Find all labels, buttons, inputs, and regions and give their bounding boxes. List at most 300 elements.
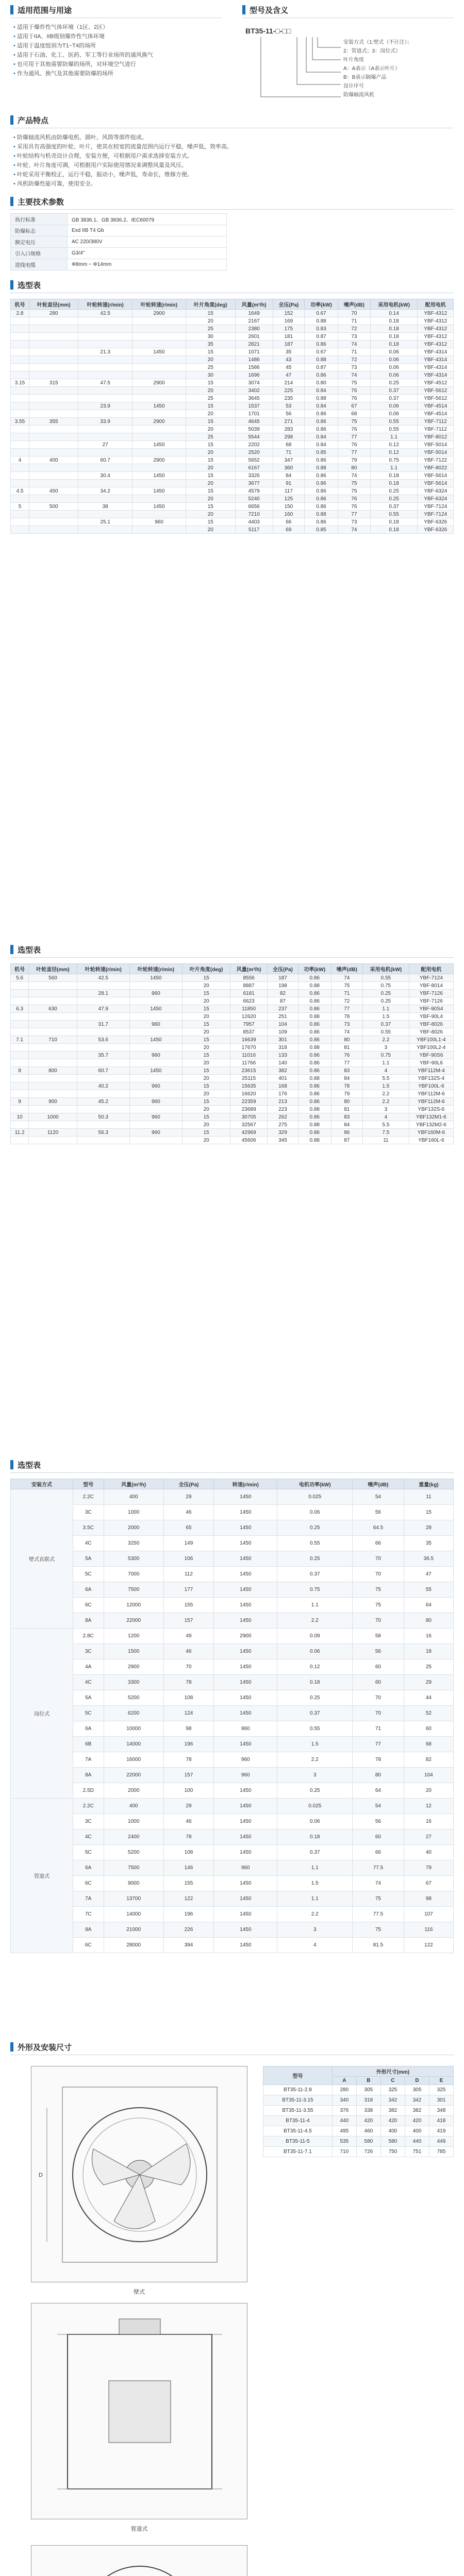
table-row xyxy=(11,356,454,364)
table-cell: 3677 xyxy=(235,480,273,487)
table-cell xyxy=(78,526,132,534)
table-cell: 20 xyxy=(186,526,235,534)
table-cell: 60 xyxy=(353,1675,404,1690)
table-cell: 0.06 xyxy=(277,1644,353,1659)
table-cell: 10000 xyxy=(104,1721,163,1737)
table-cell: 23615 xyxy=(230,1067,268,1075)
table-cell: 8A xyxy=(73,1768,104,1783)
table-cell: 15 xyxy=(182,1005,230,1013)
table-cell xyxy=(11,395,29,402)
table-cell: 22359 xyxy=(230,1098,268,1106)
table-row xyxy=(11,1829,454,1845)
table-cell: 1000 xyxy=(104,1505,163,1520)
table-cell: 6167 xyxy=(235,464,273,472)
table-cell: 0.55 xyxy=(277,1721,353,1737)
table-cell: 30.4 xyxy=(78,472,132,480)
table-cell: 440 xyxy=(405,2137,429,2147)
table-cell: 1696 xyxy=(235,371,273,379)
table-row xyxy=(11,433,454,441)
table-cell xyxy=(132,449,186,456)
table-cell xyxy=(29,1106,77,1113)
dims-title: 外形及安装尺寸 xyxy=(10,2040,72,2054)
column-header: 噪声(dB) xyxy=(353,1479,404,1489)
scope-list xyxy=(13,23,220,78)
table-cell: 16639 xyxy=(230,1036,268,1044)
table-cell: YBF-5612 xyxy=(418,395,454,402)
table-cell: 0.06 xyxy=(370,402,418,410)
table-cell xyxy=(132,410,186,418)
table-cell: 1450 xyxy=(214,1489,277,1505)
table-cell: 15 xyxy=(186,456,235,464)
table-cell: YBF100L2-4 xyxy=(409,1044,453,1052)
column-header: 外形尺寸(mm) xyxy=(332,2066,453,2077)
table-cell: 900 xyxy=(29,1098,77,1106)
table-cell: 75 xyxy=(338,418,370,426)
group-cell: 壁式直联式 xyxy=(11,1489,73,1629)
table-cell: 400 xyxy=(380,2126,405,2137)
column-header: A xyxy=(332,2077,356,2085)
table-cell: 176 xyxy=(267,1090,298,1098)
table-row xyxy=(11,1799,454,1814)
table-cell: 11850 xyxy=(230,1005,268,1013)
table-cell: 580 xyxy=(380,2137,405,2147)
table-cell: 580 xyxy=(356,2137,380,2147)
table-cell xyxy=(132,317,186,325)
table-cell: 78 xyxy=(163,1752,213,1768)
table-cell xyxy=(29,356,78,364)
table-cell: 82 xyxy=(267,990,298,997)
table-cell: 0.37 xyxy=(277,1567,353,1582)
table-cell: 0.06 xyxy=(370,371,418,379)
table-cell: 2520 xyxy=(235,449,273,456)
table-cell: 98 xyxy=(404,1891,453,1907)
table-cell: 15 xyxy=(186,441,235,449)
table-cell: 1450 xyxy=(214,1907,277,1922)
feature-item: • 叶轮采用平衡校正，运行平稳，振动小，噪声低，寿命长，维修方便。 xyxy=(13,170,446,179)
table-row xyxy=(11,1090,454,1098)
table-cell: 0.86 xyxy=(304,487,338,495)
column-header: 叶片角度(deg) xyxy=(182,964,230,974)
table-cell: 2.2 xyxy=(363,1098,409,1106)
spec-value: Exd IIB T4 Gb xyxy=(68,225,227,236)
table-cell: 64.5 xyxy=(353,1520,404,1536)
table-cell: 71 xyxy=(338,317,370,325)
table-row xyxy=(11,379,454,387)
column-header: 风量(m³/h) xyxy=(235,299,273,310)
table-cell: 20 xyxy=(186,449,235,456)
table-cell: 9 xyxy=(11,1098,29,1106)
tech-table xyxy=(10,213,227,270)
table-cell: 31.7 xyxy=(77,1021,129,1028)
table-row xyxy=(11,1052,454,1059)
table-row xyxy=(11,511,454,518)
table-cell: 28000 xyxy=(104,1938,163,1953)
table-cell: 15 xyxy=(186,518,235,526)
table-cell: 20 xyxy=(186,356,235,364)
table-cell: 1.1 xyxy=(277,1891,353,1907)
table-cell: 27 xyxy=(78,441,132,449)
table-cell xyxy=(11,472,29,480)
table-cell: 81.5 xyxy=(353,1938,404,1953)
table-cell: 8A xyxy=(73,1922,104,1938)
table-cell: 71 xyxy=(273,449,304,456)
table-cell: 64 xyxy=(404,1598,453,1613)
table-cell xyxy=(78,333,132,341)
table-cell xyxy=(11,348,29,356)
table-cell: 0.06 xyxy=(370,356,418,364)
table-cell xyxy=(129,1090,182,1098)
table2-title: 选型表 xyxy=(10,943,41,956)
table-cell: 960 xyxy=(129,1082,182,1090)
table-cell: YBF-6324 xyxy=(418,495,454,503)
table-cell xyxy=(29,433,78,441)
table-cell: 280 xyxy=(29,310,78,317)
table-cell: 960 xyxy=(132,518,186,526)
table-row xyxy=(11,1922,454,1938)
table-cell: 3300 xyxy=(104,1675,163,1690)
table-cell: 16000 xyxy=(104,1752,163,1768)
table-cell: 0.88 xyxy=(304,511,338,518)
divider xyxy=(10,1472,454,1473)
table-cell xyxy=(11,410,29,418)
table-cell: 5117 xyxy=(235,526,273,534)
table-cell: 0.12 xyxy=(277,1659,353,1675)
table-cell: 2.5D xyxy=(73,1783,104,1799)
table-row xyxy=(11,518,454,526)
table-cell: 1649 xyxy=(235,310,273,317)
column-header: E xyxy=(429,2077,453,2085)
table-cell: YBF-4314 xyxy=(418,364,454,371)
table-cell: 104 xyxy=(267,1021,298,1028)
table-cell: 0.86 xyxy=(304,518,338,526)
table-cell: 280 xyxy=(332,2085,356,2095)
column-header: 重量(kg) xyxy=(404,1479,453,1489)
table-cell: 1450 xyxy=(132,402,186,410)
table-cell: 55 xyxy=(404,1582,453,1598)
table-row xyxy=(11,364,454,371)
table-cell: 0.37 xyxy=(277,1706,353,1721)
table-cell: 2.2 xyxy=(277,1613,353,1629)
table-cell: 213 xyxy=(267,1098,298,1106)
table-cell: 400 xyxy=(104,1489,163,1505)
table-cell: YBF-6326 xyxy=(418,518,454,526)
table-cell xyxy=(29,990,77,997)
table-cell: 20 xyxy=(186,387,235,395)
table-cell: 630 xyxy=(29,1005,77,1013)
table-cell: 0.86 xyxy=(298,1067,331,1075)
table-cell xyxy=(132,387,186,395)
table-cell xyxy=(11,1021,29,1028)
table-row xyxy=(11,1013,454,1021)
table-cell: 152 xyxy=(273,310,304,317)
table-cell: 22000 xyxy=(104,1768,163,1783)
table-cell: 0.86 xyxy=(304,480,338,487)
table-cell: 6C xyxy=(73,1876,104,1891)
table-cell: YBF-4312 xyxy=(418,325,454,333)
table-cell: 345 xyxy=(267,1137,298,1144)
table-cell: 418 xyxy=(429,2116,453,2126)
column-header: 型号 xyxy=(263,2066,333,2085)
table-cell xyxy=(29,348,78,356)
table-cell: 0.86 xyxy=(304,341,338,348)
table-cell: 14000 xyxy=(104,1737,163,1752)
table-cell xyxy=(29,325,78,333)
table-cell: 6656 xyxy=(235,503,273,511)
title-bar-icon xyxy=(10,197,13,206)
table-cell xyxy=(11,387,29,395)
model-note: 设计序号 xyxy=(343,83,364,89)
table-cell: 325 xyxy=(380,2085,405,2095)
table-cell xyxy=(29,511,78,518)
table-cell: 318 xyxy=(267,1044,298,1052)
model-note: 防爆轴流风机 xyxy=(343,92,374,98)
table-cell: 20 xyxy=(182,1028,230,1036)
table-cell: 122 xyxy=(163,1891,213,1907)
table-cell: 1701 xyxy=(235,410,273,418)
table-cell xyxy=(29,1082,77,1090)
table-cell xyxy=(11,982,29,990)
table-cell: 315 xyxy=(29,379,78,387)
table-row xyxy=(11,1551,454,1567)
table-cell: 15 xyxy=(186,503,235,511)
duct-caption: 管道式 xyxy=(130,2526,148,2532)
table-cell: 74 xyxy=(338,371,370,379)
table-cell: 1.5 xyxy=(363,1013,409,1021)
group-cell: 管道式 xyxy=(11,1799,73,1953)
table-cell: 160 xyxy=(273,511,304,518)
selection-table-2 xyxy=(10,963,454,1144)
table-cell xyxy=(129,1044,182,1052)
table-cell: 0.88 xyxy=(304,317,338,325)
table-cell: 77 xyxy=(331,1059,362,1067)
table-cell xyxy=(29,1059,77,1067)
table-cell: 125 xyxy=(273,495,304,503)
table-cell: 9000 xyxy=(104,1876,163,1891)
table-row xyxy=(11,348,454,356)
table-cell xyxy=(129,1059,182,1067)
table-cell: 2900 xyxy=(132,418,186,426)
table-cell: 20 xyxy=(182,1075,230,1082)
table-cell: 3 xyxy=(277,1922,353,1938)
table-cell xyxy=(77,1090,129,1098)
table-row xyxy=(263,2116,454,2126)
table-cell: 28 xyxy=(404,1520,453,1536)
table-cell xyxy=(132,495,186,503)
table-cell: 0.84 xyxy=(304,402,338,410)
table-cell xyxy=(77,1028,129,1036)
table-row xyxy=(11,426,454,433)
table-cell: 3250 xyxy=(104,1536,163,1551)
table-cell: 0.86 xyxy=(298,1098,331,1106)
table-cell: BT35-11-4 xyxy=(263,2116,333,2126)
table-cell: 15 xyxy=(182,1082,230,1090)
table-cell: 4.5 xyxy=(11,487,29,495)
table-cell: 0.84 xyxy=(304,441,338,449)
table-cell: 2900 xyxy=(132,456,186,464)
spec-value: G3/4" xyxy=(68,248,227,259)
table-cell: 0.88 xyxy=(304,395,338,402)
table-cell: 60.7 xyxy=(78,456,132,464)
table-cell: 32567 xyxy=(230,1121,268,1129)
table-cell: YBF-7122 xyxy=(418,456,454,464)
table-cell xyxy=(132,464,186,472)
table-cell xyxy=(78,511,132,518)
table-cell: 1.1 xyxy=(277,1598,353,1613)
tech-title: 主要技术参数 xyxy=(10,195,64,208)
table-cell xyxy=(11,441,29,449)
table-cell: 214 xyxy=(273,379,304,387)
table-cell: 60 xyxy=(353,1829,404,1845)
table-cell: 149 xyxy=(163,1536,213,1551)
table-cell: 65 xyxy=(163,1520,213,1536)
table-cell: 80 xyxy=(338,464,370,472)
table-row xyxy=(263,2137,454,2147)
table-cell: 66 xyxy=(353,1845,404,1860)
table-cell: 3C xyxy=(73,1644,104,1659)
table-cell: 960 xyxy=(214,1752,277,1768)
table-cell: 25 xyxy=(186,395,235,402)
table-cell: 0.06 xyxy=(277,1505,353,1520)
table-cell: 0.025 xyxy=(277,1489,353,1505)
table-row xyxy=(11,371,454,379)
table-cell: YBF-4312 xyxy=(418,310,454,317)
table-cell: 0.55 xyxy=(370,418,418,426)
table-cell: 225 xyxy=(273,387,304,395)
scope-item: • 也可用于其他需要防爆的场所，对环境空气进行 xyxy=(13,60,220,69)
table-cell: 1450 xyxy=(129,1067,182,1075)
table-cell: 44 xyxy=(404,1690,453,1706)
table-cell: 1.5 xyxy=(363,1082,409,1090)
table-cell xyxy=(11,511,29,518)
table-cell: 87 xyxy=(267,997,298,1005)
table-cell: 15 xyxy=(182,1129,230,1137)
table-cell xyxy=(29,472,78,480)
table-row xyxy=(11,1629,454,1644)
model-note: 2：管道式；3：岗位式） xyxy=(343,48,401,54)
table-cell xyxy=(29,480,78,487)
table-row xyxy=(263,2095,454,2106)
table-cell: 80 xyxy=(353,1768,404,1783)
table-cell: 20 xyxy=(186,426,235,433)
table-cell: 80 xyxy=(331,1036,362,1044)
table-cell: 6200 xyxy=(104,1706,163,1721)
table-cell: 72 xyxy=(338,325,370,333)
table-cell: 70 xyxy=(338,310,370,317)
table-cell: 785 xyxy=(429,2147,453,2157)
column-header: 叶轮转速(r/min) xyxy=(78,299,132,310)
column-header: 电机功率(kW) xyxy=(277,1479,353,1489)
table-cell: 16 xyxy=(404,1629,453,1644)
table-cell: 1450 xyxy=(132,503,186,511)
table-cell: 7210 xyxy=(235,511,273,518)
column-header: 全压(Pa) xyxy=(273,299,304,310)
table-cell: 16620 xyxy=(230,1090,268,1098)
table-cell: 0.55 xyxy=(370,426,418,433)
table-cell: 56 xyxy=(353,1814,404,1829)
table-row xyxy=(263,2126,454,2137)
table-cell: 21.3 xyxy=(78,348,132,356)
scope-item: • 适用于石油、化工、医药、军工等行业场所的通风换气 xyxy=(13,50,220,60)
table-cell xyxy=(29,1090,77,1098)
table-cell xyxy=(132,371,186,379)
table-cell: 5A xyxy=(73,1690,104,1706)
table-row xyxy=(11,1582,454,1598)
table-cell: 298 xyxy=(273,433,304,441)
table-cell: 1450 xyxy=(214,1938,277,1953)
group-cell: 岗位式 xyxy=(11,1629,73,1799)
spec-key: 额定电压 xyxy=(11,236,68,248)
model-code: BT35-11-□-□□ xyxy=(245,27,291,35)
table-cell xyxy=(29,441,78,449)
table-cell: 535 xyxy=(332,2137,356,2147)
table-row xyxy=(11,1489,454,1505)
table-cell: 0.06 xyxy=(370,348,418,356)
table-cell: 2.2C xyxy=(73,1489,104,1505)
table-cell: YBF-8026 xyxy=(409,1021,453,1028)
table-cell xyxy=(78,480,132,487)
table-cell: 0.86 xyxy=(298,1082,331,1090)
table-cell: 1450 xyxy=(214,1659,277,1675)
table-cell: 15 xyxy=(182,990,230,997)
table-cell xyxy=(132,341,186,348)
table-cell: 60 xyxy=(404,1721,453,1737)
spec-value: AC 220/380V xyxy=(68,236,227,248)
table-cell: 0.88 xyxy=(298,1121,331,1129)
table-cell xyxy=(29,495,78,503)
table-cell xyxy=(78,395,132,402)
table-cell: 318 xyxy=(356,2095,380,2106)
table-cell: 187 xyxy=(267,974,298,982)
table-cell: 1450 xyxy=(132,441,186,449)
table-cell: 20 xyxy=(182,982,230,990)
table-cell: 460 xyxy=(356,2126,380,2137)
table-cell: 4A xyxy=(73,1659,104,1675)
table-cell: 20 xyxy=(182,1121,230,1129)
table-cell: 112 xyxy=(163,1567,213,1582)
table-cell xyxy=(132,526,186,534)
table-cell: 355 xyxy=(29,418,78,426)
column-header: 机号 xyxy=(11,964,29,974)
column-header: 噪声(dB) xyxy=(331,964,362,974)
table-cell: 338 xyxy=(356,2106,380,2116)
table-cell xyxy=(77,1137,129,1144)
table-cell xyxy=(77,1013,129,1021)
table-cell xyxy=(132,325,186,333)
table-cell: 6623 xyxy=(230,997,268,1005)
table-cell: 78 xyxy=(163,1829,213,1845)
table-cell: 133 xyxy=(267,1052,298,1059)
column-header: 功率(kW) xyxy=(298,964,331,974)
table-cell xyxy=(29,997,77,1005)
table-cell: YBF-4512 xyxy=(418,379,454,387)
table-cell: 20 xyxy=(182,1059,230,1067)
table-cell: 146 xyxy=(163,1860,213,1876)
table-cell: 262 xyxy=(267,1113,298,1121)
fan-side-diagram xyxy=(31,2303,248,2520)
table-cell xyxy=(78,433,132,441)
table-cell: 419 xyxy=(429,2126,453,2137)
table-cell xyxy=(11,341,29,348)
table-cell: 75 xyxy=(353,1891,404,1907)
table-cell xyxy=(11,1052,29,1059)
table-cell: 7.5 xyxy=(363,1129,409,1137)
table-cell xyxy=(132,356,186,364)
table-cell: 5C xyxy=(73,1567,104,1582)
table-cell: 960 xyxy=(129,1021,182,1028)
table-cell: 157 xyxy=(163,1613,213,1629)
table-cell xyxy=(132,333,186,341)
model-note: 安装方式（1:壁式（不计注）； xyxy=(343,40,412,45)
